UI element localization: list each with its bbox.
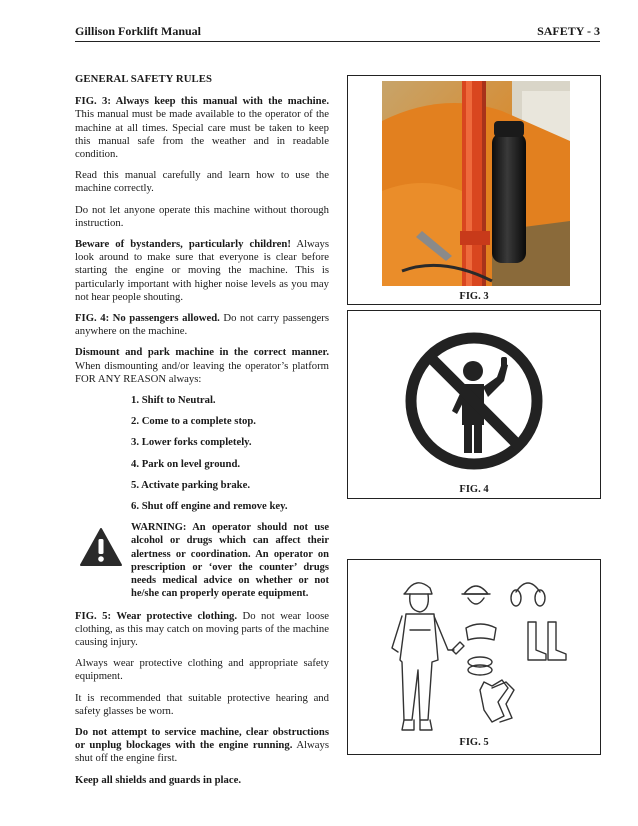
manual-holder-photo	[382, 81, 570, 286]
warning-text: WARNING: An operator should not use alcohol or drugs which can affect their alertness or coordination. An operator on prescription or ‘over the counter’ drugs needs medical advice on whether or not he/she can properly operate equipment.	[131, 522, 329, 600]
warning-triangle-icon	[75, 521, 131, 600]
protective-clothing-illustration	[388, 570, 578, 735]
paragraph-instruction: Do not let anyone operate this machine without thorough instruction.	[75, 203, 329, 229]
paragraph-safety-equipment: Always wear protective clothing and appropriate safety equipment.	[75, 657, 329, 683]
page-header	[75, 22, 600, 42]
paragraph-dismount: Dismount and park machine in the correct manner. When dismounting and/or leaving the operator’s platform FOR ANY REASON always:	[75, 346, 329, 385]
step-item: 5. Activate parking brake.	[131, 478, 251, 491]
paragraph-bystanders: Beware of bystanders, particularly children! Always look around to make sure that everyone is clear before starting the engine or moving the machine. This is particularly important with higher noise levels as you may not hear people shouting.	[75, 238, 330, 303]
step-item: 1. Shift to Neutral.	[131, 394, 216, 407]
figure-5-caption: FIG. 5	[459, 737, 489, 748]
step-item: 4. Park on level ground.	[131, 457, 241, 470]
figure-4-caption: FIG. 4	[459, 484, 489, 495]
paragraph-shields: Keep all shields and guards in place.	[75, 773, 241, 786]
step-item: 6. Shut off engine and remove key.	[131, 500, 288, 513]
section-label: SAFETY -	[537, 24, 594, 38]
paragraph-fig3: FIG. 3: Always keep this manual with the machine. This manual must be made available to the operator of the machine at all times. Special care must be taken to keep this manual safe from the weather and in readable condition.	[75, 95, 329, 161]
no-passengers-icon	[404, 331, 544, 471]
manual-title: Gillison Forklift Manual	[75, 24, 202, 38]
page-number: 3	[594, 24, 600, 38]
header-rule	[75, 41, 600, 42]
step-item: 3. Lower forks completely.	[131, 436, 252, 449]
paragraph-read-manual: Read this manual carefully and learn how to use the machine correctly.	[75, 169, 329, 195]
page-section	[537, 24, 600, 39]
section-heading: GENERAL SAFETY RULES	[75, 73, 213, 85]
figure-4	[347, 310, 601, 499]
figure-5	[347, 559, 601, 755]
paragraph-hearing-glasses: It is recommended that suitable protective hearing and safety glasses be worn.	[75, 691, 329, 717]
figure-3-caption: FIG. 3	[459, 291, 489, 302]
warning-block	[75, 521, 329, 600]
text-column	[75, 73, 329, 795]
paragraph-service: Do not attempt to service machine, clear obstructions or unplug blockages with the engine running. Always shut off the engine first.	[75, 725, 329, 765]
step-item: 2. Come to a complete stop.	[131, 415, 256, 428]
paragraph-fig4: FIG. 4: No passengers allowed. Do not carry passengers anywhere on the machine.	[75, 312, 329, 338]
figure-3	[347, 75, 601, 305]
dismount-steps	[131, 394, 329, 513]
paragraph-fig5: FIG. 5: Wear protective clothing. Do not wear loose clothing, as this may catch on moving parts of the machine causing injury.	[75, 609, 329, 648]
